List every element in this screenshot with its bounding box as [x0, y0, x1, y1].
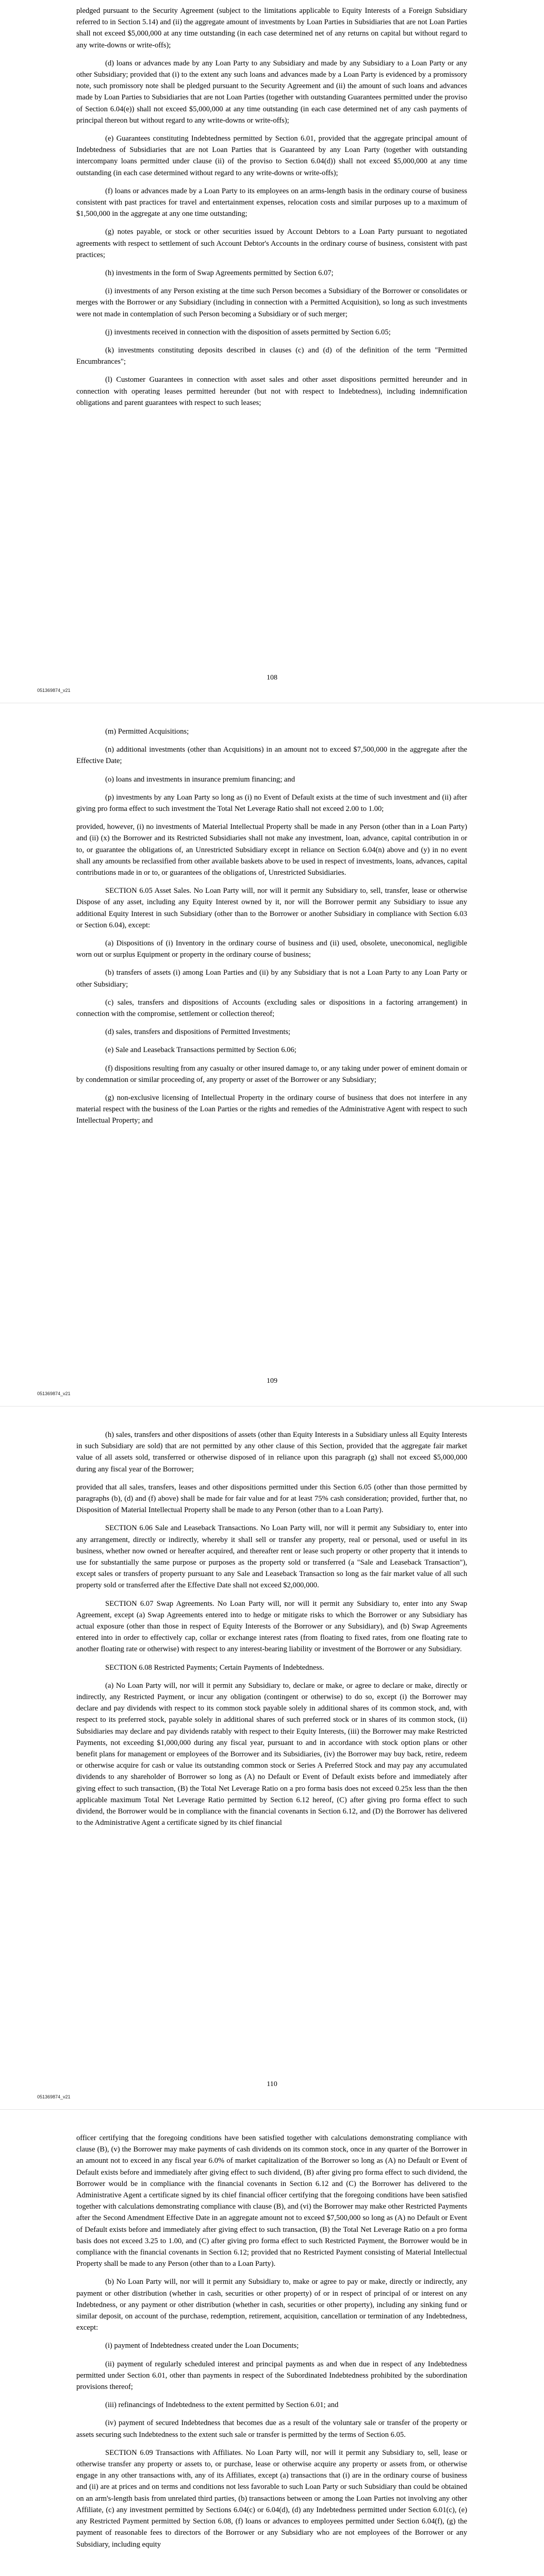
paragraph: (i) payment of Indebtedness created under the Loan Documents; [105, 2342, 299, 2350]
paragraph: (e) Sale and Leaseback Transactions permitted by Section 6.06; [105, 1046, 296, 1055]
paragraph: (iv) payment of secured Indebtedness that becomes due as a result of the voluntary sale or transfer of the property or assets securing such Indebtedness to the extent such sale or transfer is permitted by the terms of Section 6.05. [76, 2419, 467, 2439]
paragraph: (i) investments of any Person existing at the time such Person becomes a Subsidiary of the Borrower or consolidates or merges with the Borrower or any Subsidiary (including in connection with a Permitted Acquisition), so long as such investments were not made in contemplation of such Person becoming a Subsidiary or of such merger; [76, 287, 467, 318]
paragraph: SECTION 6.07 Swap Agreements. No Loan Party will, nor will it permit any Subsidiary to, enter into any Swap Agreement, except (a) Swap Agreements entered into to hedge or mitigate risks to which the Borrower or any Subsidiary has actual exposure (other than those in respect of Equity Interests of the Borrower or any Subsidiary), and (b) Swap Agreements entered into in order to effectively cap, collar or exchange interest rates (from floating to fixed rates, from one floating rate to another floating rate or otherwise) with respect to any interest-bearing liability or investment of the Borrower or any Subsidiary. [76, 1599, 467, 1654]
paragraph: (g) notes payable, or stock or other securities issued by Account Debtors to a Loan Party pursuant to negotiated agreements with respect to settlement of such Account Debtor's Accounts in the ordinary course of business, consistent with past practices; [76, 228, 467, 259]
paragraph: (d) sales, transfers and dispositions of Permitted Investments; [105, 1028, 291, 1037]
paragraph: pledged pursuant to the Security Agreement (subject to the limitations applicable to Equity Interests of a Foreign Subsidiary referred to in Section 5.14) and (ii) the aggregate amount of investments by Loan Parties in Subsidiaries that are not Loan Parties shall not exceed $5,000,000 at any time outstanding (in each case determined net of any returns on capital but without regard to any write-downs or write-offs); [76, 7, 467, 49]
page-body [76, 2132, 467, 2557]
paragraph: (ii) payment of regularly scheduled interest and principal payments as and when due in respect of any Indebtedness permitted under Section 6.01, other than payments in respect of the Subordinated Indebtedness prohibited by the subordination provisions thereof; [76, 2360, 467, 2392]
paragraph: (d) loans or advances made by any Loan Party to any Subsidiary and made by any Subsidiary to a Loan Party or any other Subsidiary; provided that (i) to the extent any such loans and advances made by a Loan Party is evidenced by a promissory note, such promissory note shall be pledged pursuant to the Security Agreement and (ii) the amount of such loans and advances made by Loan Parties to Subsidiaries that are not Loan Parties (together with outstanding Guarantees permitted under the proviso of Section 6.04(e)) shall not exceed $5,000,000 at any time outstanding (in each case determined net of any cash payments of principal thereon but without regard to any write-downs or write-offs); [76, 59, 467, 125]
page-body [76, 1429, 467, 1836]
paragraph: (j) investments received in connection with the disposition of assets permitted by Section 6.05; [105, 328, 391, 336]
paragraph: (o) loans and investments in insurance premium financing; and [105, 775, 295, 784]
paragraph: (h) sales, transfers and other dispositions of assets (other than Equity Interests in a Subsidiary unless all Equity Interests in such Subsidiary are sold) that are not permitted by any other clause of this Section, provided that the aggregate fair market value of all assets sold, transferred or otherwise disposed of in reliance upon this paragraph (g) shall not exceed $5,000,000 during any fiscal year of the Borrower; [76, 1431, 467, 1473]
paragraph: SECTION 6.09 Transactions with Affiliates. No Loan Party will, nor will it permit any Subsidiary to, sell, lease or otherwise transfer any property or assets to, or purchase, lease or otherwise acquire any property or assets from, or otherwise engage in any other transactions with, any of its Affiliates, except (a) transactions that (i) are in the ordinary course of business and (ii) are at prices and on terms and conditions not less favorable to such Loan Party or such Subsidiary than could be obtained on an arm's-length basis from unrelated third parties, (b) transactions between or among the Loan Parties not involving any other Affiliate, (c) any investment permitted by Sections 6.04(c) or 6.04(d), (d) any Indebtedness permitted under Section 6.01(c), (e) any Restricted Payment permitted by Section 6.08, (f) loans or advances to employees permitted under Section 6.04(f), (g) the payment of reasonable fees to directors of the Borrower or any Subsidiary who are not employees of the Borrower or any Subsidiary, including equity [76, 2448, 467, 2549]
paragraph: SECTION 6.05 Asset Sales. No Loan Party will, nor will it permit any Subsidiary to, sell, transfer, lease or otherwise Dispose of any asset, including any Equity Interest owned by it, nor will the Borrower permit any Subsidiary to issue any additional Equity Interest in such Subsidiary (other than to the Borrower or another Subsidiary in compliance with Section 6.03 or Section 6.04), except: [76, 887, 467, 929]
document-id: 051369874_v21 [37, 688, 71, 693]
page-111 [0, 2110, 544, 2576]
paragraph: (b) No Loan Party will, nor will it permit any Subsidiary to, make or agree to pay or make, directly or indirectly, any payment or other distribution (whether in cash, securities or other property) of or in respect of principal of or interest on any Indebtedness, or any payment or other distribution (whether in cash, securities or other property), including any sinking fund or similar deposit, on account of the purchase, redemption, retirement, acquisition, cancellation or termination of any Indebtedness, except: [76, 2278, 467, 2332]
paragraph: (m) Permitted Acquisitions; [105, 727, 189, 736]
paragraph: (a) Dispositions of (i) Inventory in the ordinary course of business and (ii) used, obsolete, uneconomical, negligible worn out or surplus Equipment or property in the ordinary course of business; [76, 939, 467, 959]
paragraph: provided, however, (i) no investments of Material Intellectual Property shall be made in any Person (other than in a Loan Party) and (ii) (x) the Borrower and its Restricted Subsidiaries shall not make any investment, loan, advance, capital contribution in or to, or guarantee the obligations of, an Unrestricted Subsidiary except in reliance on Section 6.04(n) above and (y) in no event shall any amounts be reclassified from other available baskets above to be used in respect of investments, loans, advances, capital contributions made in or to, or guarantees of the obligations of, Unrestricted Subsidiaries. [76, 823, 467, 877]
paragraph: (g) non-exclusive licensing of Intellectual Property in the ordinary course of business that does not interfere in any material respect with the business of the Loan Parties or the rights and remedies of the Administrative Agent with respect to such Intellectual Property; and [76, 1094, 467, 1125]
paragraph: (f) loans or advances made by a Loan Party to its employees on an arms-length basis in the ordinary course of business consistent with past practices for travel and entertainment expenses, relocation costs and similar purposes up to a maximum of $1,500,000 in the aggregate at any one time outstanding; [76, 187, 467, 218]
document-id: 051369874_v21 [37, 2094, 71, 2099]
paragraph: (c) sales, transfers and dispositions of Accounts (excluding sales or dispositions in a factoring arrangement) in connection with the compromise, settlement or collection thereof; [76, 998, 467, 1019]
paragraph: provided that all sales, transfers, leases and other dispositions permitted under this Section 6.05 (other than those permitted by paragraphs (b), (d) and (f) above) shall be made for fair value and for at least 75% cash consideration; provided, further that, no Disposition of Material Intellectual Property shall be made to any Person (other than to a Loan Party). [76, 1483, 467, 1515]
paragraph: (b) transfers of assets (i) among Loan Parties and (ii) by any Subsidiary that is not a Loan Party to any Loan Party or other Subsidiary; [76, 969, 467, 989]
paragraph: (n) additional investments (other than Acquisitions) in an amount not to exceed $7,500,000 in the aggregate after the Effective Date; [76, 745, 467, 766]
page-108 [0, 0, 544, 703]
paragraph: (h) investments in the form of Swap Agreements permitted by Section 6.07; [105, 269, 334, 278]
page-109 [0, 703, 544, 1406]
page-number: 109 [267, 1377, 277, 1385]
paragraph: (l) Customer Guarantees in connection with asset sales and other asset dispositions permitted hereunder and in connection with operating leases permitted hereunder (but not with respect to Indebtedness), including indemnification obligations and parent guarantees with respect to such leases; [76, 376, 467, 407]
paragraph: (iii) refinancings of Indebtedness to the extent permitted by Section 6.01; and [105, 2401, 339, 2410]
page-body [76, 5, 467, 415]
paragraph: officer certifying that the foregoing conditions have been satisfied together with calculations demonstrating compliance with clause (B), (v) the Borrower may make payments of cash dividends on its common stock, once in any quarter of the Borrower in an amount not to exceed in any fiscal year 6.0% of market capitalization of the Borrower so long as (A) no Default or Event of Default exists before and immediately after giving effect to such dividend, (B) after giving pro forma effect to such dividend, the Borrower would be in compliance with the financial covenants in Section 6.12 and (C) the Borrower has delivered to the Administrative Agent a certificate signed by its chief financial officer certifying that the foregoing conditions have been satisfied together with calculations demonstrating compliance with clause (B), and (vi) the Borrower may make other Restricted Payments after the Second Amendment Effective Date in an aggregate amount not to exceed $7,500,000 so long as (A) no Default or Event of Default exists before and immediately after giving effect to such transaction, (B) the Total Net Leverage Ratio on a pro forma basis does not exceed 3.25 to 1.00, and (C) after giving pro forma effect to such Restricted Payment, the Borrower would be in compliance with the financial covenants in Section 6.12; provided that no Restricted Payment consisting of Material Intellectual Property shall be made to any Person (other than to a Loan Party). [76, 2134, 467, 2268]
document-id: 051369874_v21 [37, 1391, 71, 1396]
paragraph: SECTION 6.08 Restricted Payments; Certain Payments of Indebtedness. [105, 1663, 324, 1672]
paragraph: (f) dispositions resulting from any casualty or other insured damage to, or any taking under power of eminent domain or by condemnation or similar proceeding of, any property or asset of the Borrower or any Subsidiary; [76, 1064, 467, 1084]
paragraph: (a) No Loan Party will, nor will it permit any Subsidiary to, declare or make, or agree to declare or make, directly or indirectly, any Restricted Payment, or incur any obligation (contingent or otherwise) to do so, except (i) the Borrower may declare and pay dividends with respect to its common stock payable solely in additional shares of its common stock, and, with respect to its preferred stock, payable solely in additional shares of such preferred stock or in shares of its common stock, (ii) Subsidiaries may declare and pay dividends ratably with respect to their Equity Interests, (iii) the Borrower may make Restricted Payments, not exceeding $1,000,000 during any fiscal year, pursuant to and in accordance with stock option plans or other benefit plans for management or employees of the Borrower and its Subsidiaries, (iv) the Borrower may buy back, retire, redeem or otherwise acquire for cash or value its outstanding common stock or Series A Preferred Stock and may pay any accumulated dividends to any shareholder of Borrower so long as (A) no Default or Event of Default exists before and immediately after giving effect to such transaction, (B) the Total Net Leverage Ratio on a pro forma basis does not exceed 0.25x less than the then applicable maximum Total Net Leverage Ratio permitted by Section 6.12 hereof, (C) after giving pro forma effect to such dividend, the Borrower would be in compliance with the financial covenants in Section 6.12, and (D) the Borrower has delivered to the Administrative Agent a certificate signed by its chief financial [76, 1681, 467, 1827]
paragraph: SECTION 6.06 Sale and Leaseback Transactions. No Loan Party will, nor will it permit any Subsidiary to, enter into any arrangement, directly or indirectly, whereby it shall sell or transfer any property, real or personal, used or useful in its business, whether now owned or hereafter acquired, and thereafter rent or lease such property or other property that it intends to use for substantially the same purpose or purposes as the property sold or transferred (a "Sale and Leaseback Transaction"), except sales or transfers of property pursuant to any Sale and Leaseback Transaction so long as the fair market value of all such property sold or transferred after the Effective Date shall not exceed $2,000,000. [76, 1524, 467, 1590]
paragraph: (k) investments constituting deposits described in clauses (c) and (d) of the definition of the term "Permitted Encumbrances"; [76, 346, 467, 366]
page-body [76, 726, 467, 1133]
page-number: 110 [267, 2080, 277, 2088]
paragraph: (e) Guarantees constituting Indebtedness permitted by Section 6.01, provided that the aggregate principal amount of Indebtedness of Subsidiaries that are not Loan Parties that is Guaranteed by any Loan Party (together with outstanding intercompany loans permitted under clause (ii) of the proviso to Section 6.04(d)) shall not exceed $5,000,000 at any time outstanding (in each case determined without regard to any write-downs or write-offs); [76, 134, 467, 177]
paragraph: (p) investments by any Loan Party so long as (i) no Event of Default exists at the time of such investment and (ii) after giving pro forma effect to such investment the Total Net Leverage Ratio shall not exceed 2.00 to 1.00; [76, 793, 467, 814]
page-number: 108 [267, 674, 277, 682]
page-110 [0, 1406, 544, 2110]
